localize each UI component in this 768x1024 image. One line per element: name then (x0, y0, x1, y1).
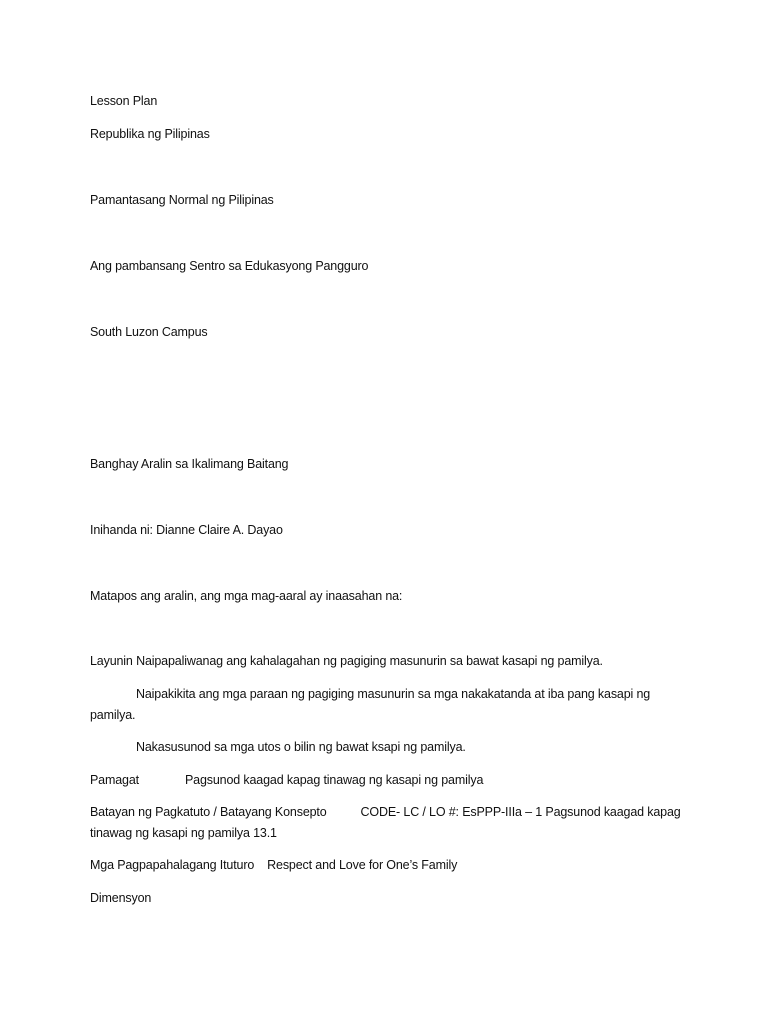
pamagat-value: Pagsunod kaagad kapag tinawag ng kasapi ng pamilya (184, 773, 484, 787)
batayan-row (90, 802, 690, 844)
university-line: Pamantasang Normal ng Pilipinas (90, 193, 274, 207)
objective-2 (90, 684, 690, 726)
document-title: Lesson Plan (90, 94, 158, 108)
objective-text: Naipapaliwanag ang kahalagahan ng pagiging masunurin sa bawat kasapi ng pamilya. (136, 654, 603, 668)
pamagat-row (90, 770, 483, 791)
objective-text: Nakasusunod sa mga utos o bilin ng bawat ksapi ng pamilya. (136, 740, 466, 754)
pamagat-label: Pamagat (90, 773, 139, 787)
objectives-label: Layunin (90, 654, 133, 668)
objective-3 (90, 737, 466, 758)
batayan-label: Batayan ng Pagkatuto / Batayang Konsepto (90, 805, 327, 819)
campus-line: South Luzon Campus (90, 325, 208, 339)
objective-text: Naipakikita ang mga paraan ng pagiging masunurin sa mga nakakatanda at iba pang kasapi ng pamilya. (90, 687, 651, 722)
values-value: Respect and Love for One’s Family (267, 858, 458, 872)
country-line: Republika ng Pilipinas (90, 127, 210, 141)
dimensyon-label: Dimensyon (90, 891, 152, 905)
values-label: Mga Pagpapahalagang Ituturo (90, 858, 255, 872)
center-line: Ang pambansang Sentro sa Edukasyong Pangguro (90, 259, 369, 273)
objective-1 (90, 651, 603, 672)
batayan-value: CODE- LC / LO #: EsPPP-IIIa – 1 Pagsunod kaagad kapag tinawag ng kasapi ng pamilya 13.1 (90, 805, 681, 840)
values-row (90, 855, 457, 876)
prepared-by: Inihanda ni: Dianne Claire A. Dayao (90, 523, 283, 537)
intro-line: Matapos ang aralin, ang mga mag-aaral ay inaasahan na: (90, 589, 403, 603)
lesson-title: Banghay Aralin sa Ikalimang Baitang (90, 457, 289, 471)
